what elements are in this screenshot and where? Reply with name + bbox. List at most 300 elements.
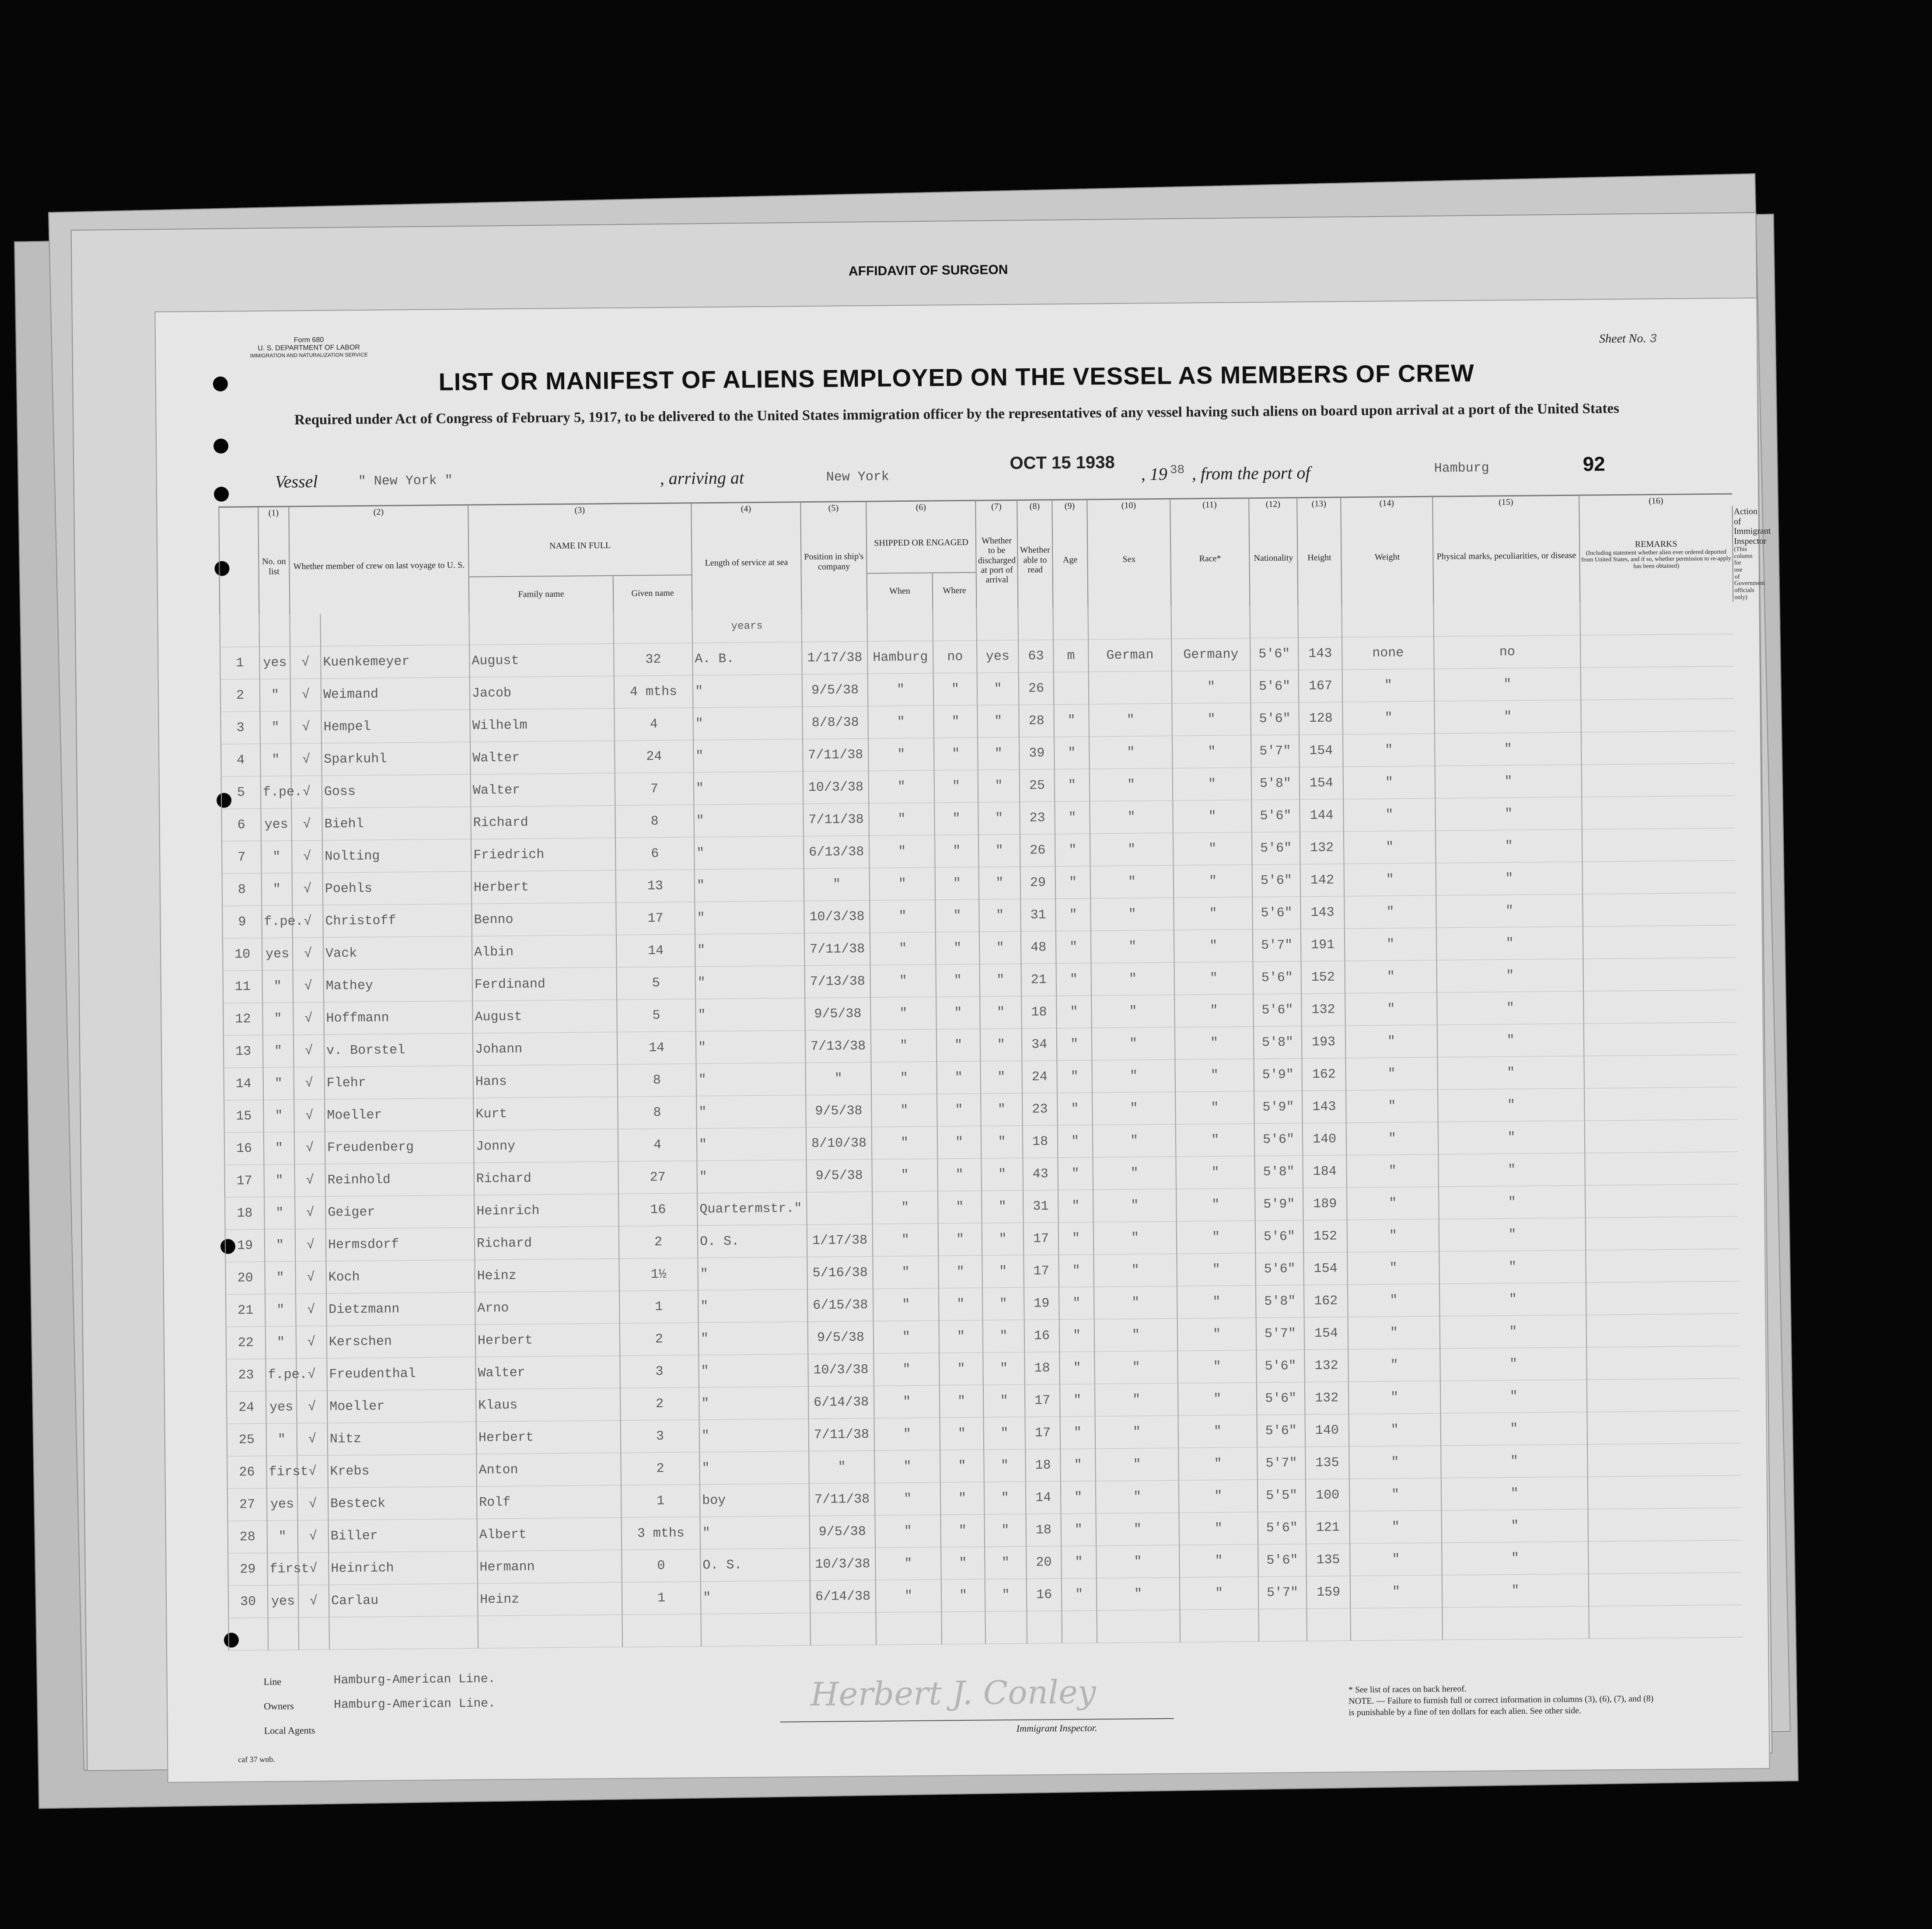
given-name-value: Klaus xyxy=(476,1388,621,1422)
race-value: " xyxy=(1090,801,1173,834)
position-value: O. S. xyxy=(698,1225,807,1258)
header-sex: Sex xyxy=(1087,511,1171,608)
blank-cell xyxy=(1180,1609,1259,1642)
row-number: 13 xyxy=(224,1035,263,1068)
age-value: 18 xyxy=(1021,996,1057,1029)
read-value: " xyxy=(977,673,1019,706)
height-value: 5'6" xyxy=(1254,1123,1303,1156)
age-value: 34 xyxy=(1022,1028,1057,1061)
row-number: 14 xyxy=(224,1068,263,1101)
position-value: " xyxy=(693,707,803,740)
row-number: 2 xyxy=(220,679,260,712)
given-name-value: Walter xyxy=(470,741,615,775)
check-mark: √ xyxy=(293,1035,325,1068)
discharged-value: " xyxy=(934,770,978,803)
check-mark: √ xyxy=(297,1456,328,1489)
read-value: " xyxy=(985,1514,1027,1547)
height-value: 5'6" xyxy=(1258,1544,1307,1577)
discharged-value: " xyxy=(941,1547,985,1580)
prev-voyage-value: yes xyxy=(261,808,292,841)
age-value: 17 xyxy=(1024,1223,1059,1255)
prev-voyage-value: yes xyxy=(268,1585,299,1618)
weight-value: 167 xyxy=(1299,670,1343,702)
weight-value: 132 xyxy=(1305,1382,1349,1415)
discharged-value: " xyxy=(936,964,980,997)
read-value: " xyxy=(982,1223,1024,1256)
nationality-value: " xyxy=(1175,1091,1254,1125)
age-value: 18 xyxy=(1023,1125,1058,1158)
remarks-title: REMARKS xyxy=(1635,539,1677,549)
height-value: 5'6" xyxy=(1251,800,1300,832)
col-number: (1) xyxy=(258,507,289,519)
discharged-value: " xyxy=(939,1352,983,1385)
weight-value: 152 xyxy=(1303,1220,1348,1253)
nationality-value: " xyxy=(1177,1253,1256,1286)
prev-voyage-value: f.pe. xyxy=(266,1359,297,1391)
race-value: " xyxy=(1093,1189,1177,1223)
race-value: " xyxy=(1095,1416,1179,1449)
header-shipped: SHIPPED OR ENGAGED xyxy=(866,513,976,573)
where-value: " xyxy=(870,964,936,997)
length-service-value: 2 xyxy=(621,1452,700,1485)
where-value: " xyxy=(870,997,936,1030)
when-value: " xyxy=(804,868,870,901)
physical-value: " xyxy=(1349,1478,1442,1511)
height-value: 5'6" xyxy=(1255,1220,1304,1253)
remarks-value: " xyxy=(1436,862,1583,895)
length-service-value: 2 xyxy=(620,1323,699,1356)
manifest-page xyxy=(155,298,1769,1782)
where-value: " xyxy=(868,738,934,771)
line-label: Line xyxy=(263,1676,282,1687)
row-number: 11 xyxy=(223,971,263,1003)
vessel-value: " New York " xyxy=(358,473,453,489)
read-value: " xyxy=(978,802,1020,835)
row-number: 3 xyxy=(220,712,260,744)
age-value: 17 xyxy=(1025,1417,1061,1450)
years-note: years xyxy=(692,610,802,643)
read-value: " xyxy=(983,1352,1025,1385)
action-value xyxy=(1580,634,1734,667)
row-number: 19 xyxy=(225,1230,265,1262)
discharged-value: " xyxy=(934,737,978,770)
discharged-value: " xyxy=(938,1223,982,1256)
check-mark: √ xyxy=(290,646,321,679)
date-stamp: OCT 15 1938 xyxy=(1010,452,1115,473)
prev-voyage-value: " xyxy=(262,970,293,1003)
blank-cell xyxy=(228,1618,268,1651)
race-value: " xyxy=(1096,1513,1180,1546)
discharged-value: " xyxy=(941,1514,985,1547)
remarks-value: " xyxy=(1434,700,1581,734)
remarks-value: no xyxy=(1434,635,1581,669)
blank-cell xyxy=(701,1613,811,1646)
when-value: 10/3/38 xyxy=(803,771,869,804)
page-subtitle: Required under Act of Congress of February 5, 1917, to be delivered to the United States immigration officer by the representatives of any vessel having such aliens on board upon arrival at a port of the United States xyxy=(294,400,1620,428)
prev-voyage-value: " xyxy=(267,1520,298,1553)
sex-value: " xyxy=(1055,801,1090,834)
position-value: " xyxy=(697,1128,807,1161)
remarks-value: " xyxy=(1441,1477,1588,1510)
age-value: 17 xyxy=(1025,1384,1060,1417)
physical-value: " xyxy=(1345,1025,1438,1058)
physical-value: " xyxy=(1345,992,1437,1026)
row-number: 5 xyxy=(221,776,261,809)
weight-value: 162 xyxy=(1304,1285,1348,1317)
when-value: 10/3/38 xyxy=(808,1354,874,1387)
remarks-value: " xyxy=(1437,1056,1584,1090)
physical-value: none xyxy=(1342,636,1434,670)
where-value: " xyxy=(869,770,935,803)
where-value: " xyxy=(871,1094,937,1127)
sex-value: " xyxy=(1056,996,1092,1028)
sheet-value: 3 xyxy=(1649,332,1657,346)
sex-value: " xyxy=(1055,834,1090,867)
prev-voyage-value: yes xyxy=(262,938,293,971)
given-name-value: Herbert xyxy=(475,1324,620,1357)
remarks-value: " xyxy=(1436,829,1583,863)
family-name-value: Freudenthal xyxy=(327,1357,476,1391)
where-value: " xyxy=(868,673,934,706)
physical-value: " xyxy=(1342,701,1435,734)
family-name-value: Krebs xyxy=(328,1454,477,1488)
position-value: " xyxy=(696,1095,806,1129)
action-value xyxy=(1584,1055,1737,1088)
position-value: " xyxy=(701,1581,811,1614)
physical-value: " xyxy=(1344,863,1436,896)
length-service-value: 1 xyxy=(621,1485,700,1518)
position-value: " xyxy=(699,1451,809,1485)
sex-value: " xyxy=(1060,1416,1096,1449)
physical-value: " xyxy=(1344,831,1436,864)
height-value: 5'9" xyxy=(1255,1188,1303,1221)
height-value: 5'9" xyxy=(1254,1091,1303,1124)
sex-value: " xyxy=(1055,866,1091,899)
family-name-value: Hermsdorf xyxy=(326,1228,475,1262)
action-value xyxy=(1588,1475,1741,1509)
family-name-value: Kuenkemeyer xyxy=(321,645,470,679)
prev-voyage-value: first xyxy=(266,1456,297,1489)
list-number: 92 xyxy=(1583,452,1605,475)
given-name-value: Hans xyxy=(473,1065,618,1098)
length-service-value: 17 xyxy=(616,902,695,935)
where-value: " xyxy=(875,1482,941,1515)
age-value: 23 xyxy=(1020,802,1055,835)
check-mark: √ xyxy=(292,841,323,874)
given-name-value: Ferdinand xyxy=(472,968,617,1001)
position-value: " xyxy=(694,772,804,805)
race-value: " xyxy=(1089,736,1173,769)
col-number: (12) xyxy=(1249,498,1297,510)
family-name-value: Christoff xyxy=(323,904,472,938)
blank-cell xyxy=(1258,1609,1307,1642)
when-value: 8/10/38 xyxy=(806,1127,872,1160)
weight-value: 184 xyxy=(1303,1155,1347,1188)
discharged-value: " xyxy=(939,1288,983,1321)
read-value: " xyxy=(982,1288,1024,1321)
when-value: 7/13/38 xyxy=(805,965,871,998)
weight-value: 154 xyxy=(1303,1252,1348,1285)
header-weight: Weight xyxy=(1341,509,1433,605)
form-notes xyxy=(1349,1681,1655,1718)
height-value: 5'6" xyxy=(1253,961,1302,994)
physical-value: " xyxy=(1344,895,1436,929)
weight-value: 143 xyxy=(1302,1090,1346,1123)
arriving-label: , arriving at xyxy=(660,468,744,488)
check-mark: √ xyxy=(295,1262,326,1294)
where-value: " xyxy=(873,1256,939,1289)
where-value: " xyxy=(873,1288,939,1321)
row-number: 16 xyxy=(224,1132,264,1165)
action-value xyxy=(1581,699,1734,732)
where-value: " xyxy=(872,1159,938,1192)
nationality-value: " xyxy=(1180,1577,1259,1610)
nationality-value: " xyxy=(1172,735,1251,769)
race-value: " xyxy=(1093,1157,1176,1190)
remarks-value: " xyxy=(1435,765,1582,798)
check-mark: √ xyxy=(290,679,321,712)
position-value: " xyxy=(699,1419,809,1452)
read-value: " xyxy=(985,1547,1027,1580)
header-where: Where xyxy=(933,573,977,609)
row-number: 22 xyxy=(226,1327,266,1359)
header-height: Height xyxy=(1297,510,1342,606)
col-spacer xyxy=(219,507,258,520)
prev-voyage-value: " xyxy=(265,1262,296,1294)
remarks-value: " xyxy=(1436,959,1583,992)
age-value: 48 xyxy=(1021,931,1056,964)
from-port-label: , from the port of xyxy=(1191,463,1310,484)
read-value: " xyxy=(985,1579,1027,1612)
blank-cell xyxy=(985,1611,1027,1644)
vessel-label: Vessel xyxy=(275,471,318,492)
sex-value: " xyxy=(1057,1060,1092,1093)
action-value xyxy=(1583,958,1736,991)
age-value: 17 xyxy=(1024,1255,1059,1288)
check-mark: √ xyxy=(293,1067,325,1100)
row-number: 26 xyxy=(227,1456,267,1489)
race-value: " xyxy=(1096,1481,1179,1514)
race-value: " xyxy=(1091,995,1175,1028)
weight-value: 132 xyxy=(1304,1349,1349,1382)
sex-value: " xyxy=(1061,1481,1096,1514)
check-mark: √ xyxy=(298,1585,329,1618)
family-name-value: Carlau xyxy=(329,1584,478,1618)
col-number: (7) xyxy=(975,500,1017,513)
read-value: " xyxy=(984,1482,1026,1515)
discharged-value: " xyxy=(937,1158,982,1191)
race-value: " xyxy=(1092,1092,1176,1125)
physical-value: " xyxy=(1350,1543,1442,1576)
age-value: 16 xyxy=(1027,1579,1062,1611)
blank-cell xyxy=(1307,1608,1351,1641)
row-number: 4 xyxy=(221,744,261,777)
check-mark: √ xyxy=(294,1132,325,1165)
header-remarks xyxy=(1579,506,1733,603)
length-service-value: 27 xyxy=(618,1161,697,1194)
race-value: " xyxy=(1090,898,1174,931)
prev-voyage-value: f.pe. xyxy=(262,905,293,938)
physical-value: " xyxy=(1343,734,1435,767)
prev-voyage-value: " xyxy=(263,1067,294,1100)
position-value: " xyxy=(695,998,805,1031)
weight-value: 135 xyxy=(1305,1447,1349,1479)
height-value: 5'6" xyxy=(1250,638,1299,671)
position-value: " xyxy=(699,1354,808,1387)
discharged-value: " xyxy=(933,705,978,738)
race-value: " xyxy=(1090,769,1173,802)
check-mark: √ xyxy=(293,938,324,971)
physical-value: " xyxy=(1349,1510,1442,1544)
when-value: 9/5/38 xyxy=(810,1516,876,1548)
position-value: " xyxy=(699,1387,809,1420)
remarks-value: " xyxy=(1435,797,1582,831)
read-value: " xyxy=(982,1255,1024,1288)
form-header xyxy=(230,335,388,359)
action-value xyxy=(1582,828,1736,862)
height-value: 5'8" xyxy=(1254,1156,1303,1188)
weight-value: 143 xyxy=(1300,896,1345,929)
discharged-value: " xyxy=(937,1126,982,1159)
header-race: Race* xyxy=(1170,510,1250,607)
sex-value: " xyxy=(1059,1255,1094,1287)
header-action xyxy=(1732,506,1771,602)
remarks-value: " xyxy=(1438,1153,1585,1187)
action-value xyxy=(1586,1249,1739,1283)
position-value: " xyxy=(698,1257,807,1290)
read-value: " xyxy=(979,932,1021,964)
age-value: 18 xyxy=(1025,1449,1061,1482)
family-name-value: Nolting xyxy=(322,839,472,873)
family-name-value: Heinrich xyxy=(328,1552,478,1585)
read-value: " xyxy=(978,737,1020,770)
col-number: (10) xyxy=(1087,499,1170,512)
length-service-value: 8 xyxy=(617,1064,696,1097)
age-value: 19 xyxy=(1024,1287,1059,1320)
family-name-value: Freudenberg xyxy=(325,1131,474,1164)
blank-cell xyxy=(329,1616,478,1650)
remarks-value: " xyxy=(1442,1541,1589,1575)
blank-cell xyxy=(1027,1611,1062,1644)
fine-note: NOTE. — Failure to furnish full or correct information in columns (3), (6), (7), and (8) is punishable by a fine of ten dollars for each alien. See other side. xyxy=(1349,1694,1654,1718)
length-service-value: 8 xyxy=(618,1096,697,1129)
given-name-value: Anton xyxy=(476,1453,621,1487)
height-value: 5'6" xyxy=(1258,1512,1306,1545)
check-mark: √ xyxy=(294,1100,325,1132)
sex-value: " xyxy=(1056,931,1091,964)
family-name-value: Mathey xyxy=(324,969,473,1003)
remarks-value: " xyxy=(1435,732,1582,766)
weight-value: 121 xyxy=(1306,1511,1350,1544)
read-value: " xyxy=(981,1094,1023,1126)
header-name-in-full: NAME IN FULL xyxy=(468,515,692,577)
length-service-value: 3 mths xyxy=(622,1517,701,1550)
col-number: (9) xyxy=(1052,500,1087,512)
where-value: " xyxy=(869,803,935,835)
check-mark: √ xyxy=(294,1164,325,1197)
weight-value: 159 xyxy=(1307,1576,1351,1609)
row-number: 8 xyxy=(222,874,262,906)
nationality-value: " xyxy=(1174,930,1253,963)
discharged-value: " xyxy=(936,1029,981,1062)
age-value: 31 xyxy=(1020,899,1056,932)
header-given-name: Given name xyxy=(613,575,692,612)
when-value: 9/5/38 xyxy=(806,1160,872,1192)
race-value: " xyxy=(1091,963,1175,996)
where-value: " xyxy=(870,867,936,900)
position-value: A. B. xyxy=(692,642,802,675)
check-mark: √ xyxy=(293,1003,324,1035)
header-when: When xyxy=(867,573,933,609)
nationality-value: " xyxy=(1176,1188,1255,1222)
race-value xyxy=(1089,671,1172,705)
when-value: 9/5/38 xyxy=(805,998,871,1031)
given-name-value: Heinz xyxy=(475,1259,619,1293)
row-number: 7 xyxy=(222,841,262,874)
given-name-value: Herbert xyxy=(472,870,616,904)
age-value: 21 xyxy=(1021,964,1057,996)
nationality-value: " xyxy=(1178,1447,1258,1481)
form-number: Form 680 xyxy=(293,336,324,344)
when-value: 8/8/38 xyxy=(802,706,868,739)
remarks-value: " xyxy=(1434,667,1581,701)
action-value xyxy=(1583,925,1736,959)
age-value: 26 xyxy=(1020,834,1055,867)
nationality-value: " xyxy=(1175,1027,1254,1060)
height-value: 5'6" xyxy=(1251,702,1299,735)
height-value: 5'7" xyxy=(1253,929,1301,962)
race-value: " xyxy=(1095,1448,1179,1482)
discharged-value: no xyxy=(933,641,977,674)
read-value: " xyxy=(982,1191,1024,1223)
height-value: 5'8" xyxy=(1254,1026,1302,1059)
manifest-rows xyxy=(220,602,1750,1651)
age-value: 26 xyxy=(1019,672,1054,705)
physical-value: " xyxy=(1345,960,1437,993)
given-name-value: Albert xyxy=(477,1518,622,1552)
action-value xyxy=(1583,893,1736,926)
when-value: 6/15/38 xyxy=(807,1289,873,1322)
action-value xyxy=(1587,1411,1741,1444)
race-value: " xyxy=(1090,866,1174,899)
races-note: * See list of races on back hereof. xyxy=(1348,1684,1467,1695)
where-value: " xyxy=(873,1353,940,1386)
blank-cell xyxy=(810,1613,876,1646)
family-name-value: Biller xyxy=(328,1519,478,1553)
physical-value: " xyxy=(1347,1187,1439,1220)
inspector-caption: Immigrant Inspector. xyxy=(1016,1722,1097,1734)
col-number: (11) xyxy=(1170,498,1249,511)
discharged-value: " xyxy=(936,996,980,1029)
length-service-value: 4 xyxy=(614,708,693,741)
where-value: " xyxy=(870,900,936,933)
action-value xyxy=(1587,1378,1740,1412)
position-value: " xyxy=(693,674,803,708)
col-number: (16) xyxy=(1579,494,1732,507)
discharged-value: " xyxy=(940,1417,984,1450)
length-service-value: 6 xyxy=(615,837,695,870)
height-value: 5'9" xyxy=(1254,1059,1302,1091)
given-name-value: Friedrich xyxy=(471,838,616,872)
where-value: " xyxy=(875,1515,941,1548)
remarks-value: " xyxy=(1439,1250,1586,1284)
when-value: 10/3/38 xyxy=(810,1548,876,1581)
family-name-value: Moeller xyxy=(327,1390,476,1423)
sex-value: " xyxy=(1057,1028,1092,1061)
length-service-value: 14 xyxy=(617,1031,696,1065)
nationality-value: " xyxy=(1176,1124,1255,1157)
action-value xyxy=(1583,990,1737,1024)
